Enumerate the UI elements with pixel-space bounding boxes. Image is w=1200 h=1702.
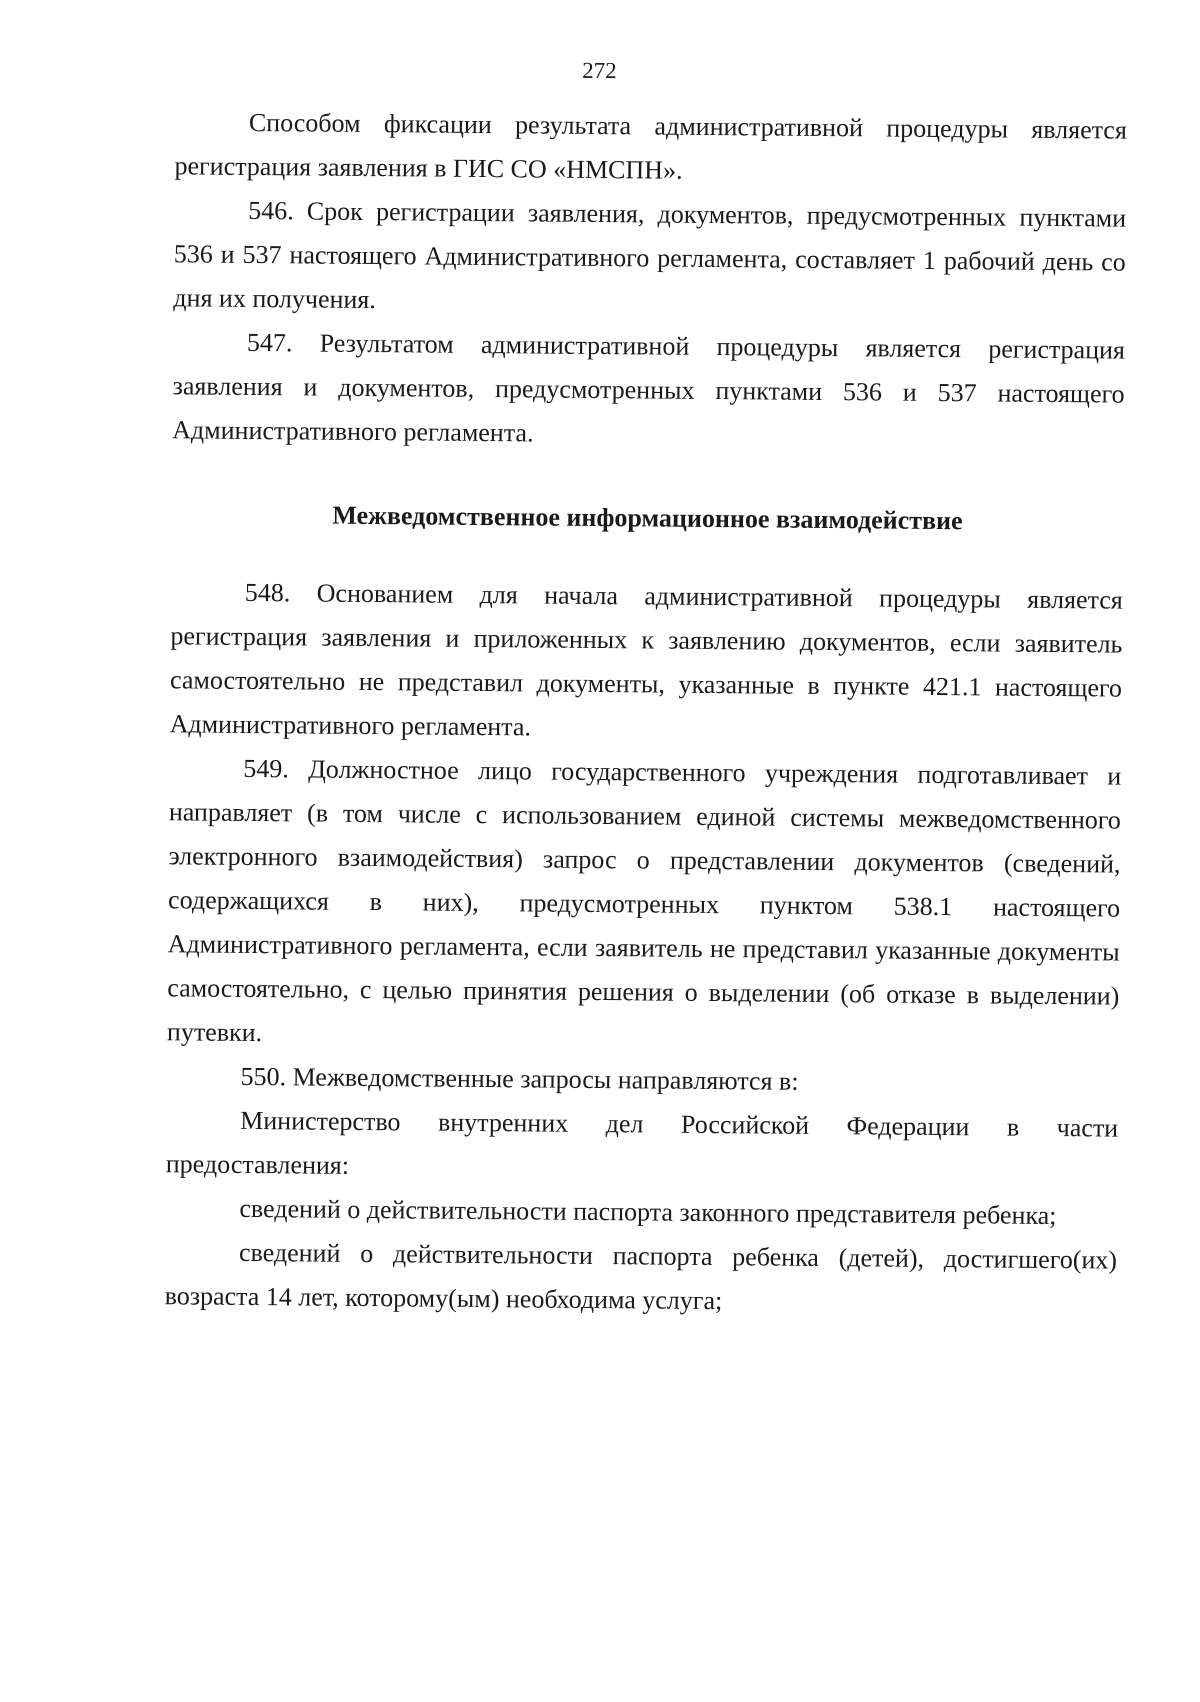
paragraph-549: 549. Должностное лицо государственного учреждения подготавливает и направляет (в том числе с использованием единой системы межведомственного электронного взаимодействия) запрос о представлении документов (сведений, содержащихся в них), предусмотренных пунктом 538.1 настоящего Административного регламента, если заявитель не представил указанные документы самостоятельно, с целью принятия решения о выделении (об отказе в выделении) путевки. (166, 753, 1122, 1048)
paragraph-547: 547. Результатом административной процедуры является регистрация заявления и документов, предусмотренных пунктами 536 и 537 настоящего Административного регламента. (172, 327, 1126, 448)
page-number: 272 (582, 57, 617, 84)
paragraph-passport-representative: сведений о действительности паспорта законного представителя ребенка; (239, 1193, 1057, 1231)
paragraph-550: 550. Межведомственные запросы направляются в: (240, 1061, 799, 1096)
paragraph-548: 548. Основанием для начала административной процедуры является регистрация заявления и приложенных к заявлению документов, если заявитель самостоятельно не представил документы, указанные в пункте 421.1 настоящего Административного регламента. (169, 577, 1123, 742)
paragraph-fixation-method: Способом фиксации результата административной процедуры является регистрация заявления в ГИС СО «НМСПН». (174, 107, 1128, 185)
paragraph-546: 546. Срок регистрации заявления, документов, предусмотренных пунктами 536 и 537 настоящего Административного регламента, составляет 1 рабочий день со дня их получения. (173, 195, 1127, 315)
section-heading: Межведомственное информационное взаимодействие (332, 500, 963, 536)
document-body (164, 100, 1127, 1326)
paragraph-mvd: Министерство внутренних дел Российской Федерации в части предоставления: (165, 1105, 1119, 1180)
paragraph-passport-child: сведений о действительности паспорта ребенка (детей), достигшего(их) возраста 14 лет, которому(ым) необходима услуга; (164, 1237, 1118, 1316)
